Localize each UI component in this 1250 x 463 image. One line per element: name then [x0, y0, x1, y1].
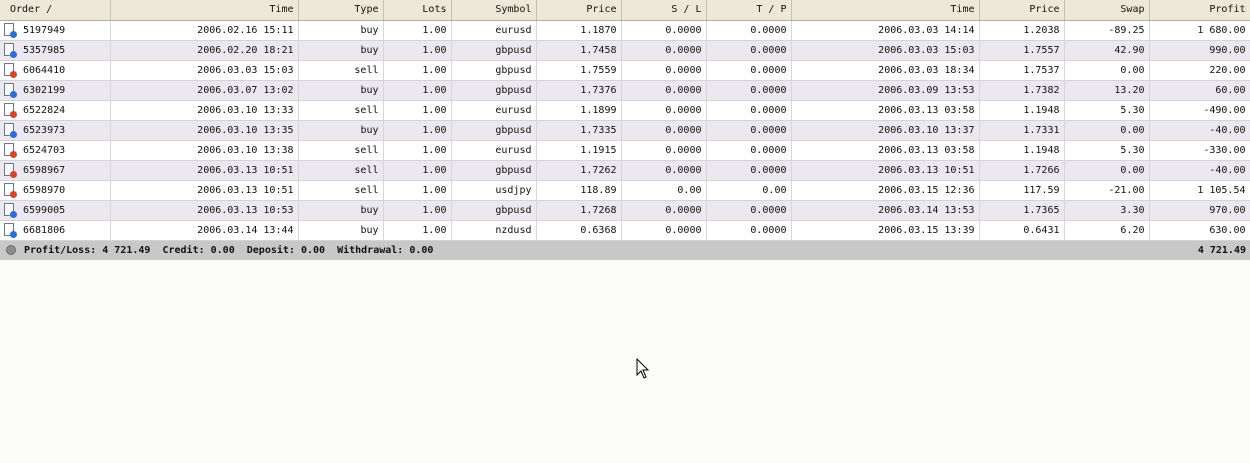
cell-sl: 0.0000 — [621, 40, 706, 60]
cell-lots: 1.00 — [383, 160, 451, 180]
cell-close-price: 1.7537 — [979, 60, 1064, 80]
cell-tp: 0.00 — [706, 180, 791, 200]
order-number: 5197949 — [23, 25, 66, 36]
cell-swap: 6.20 — [1064, 220, 1149, 240]
cell-open-time: 2006.03.10 13:33 — [110, 100, 298, 120]
cell-symbol: gbpusd — [451, 200, 536, 220]
cell-profit: 970.00 — [1149, 200, 1250, 220]
order-number: 6302199 — [23, 85, 66, 96]
cell-close-time: 2006.03.10 13:37 — [791, 120, 979, 140]
cell-tp: 0.0000 — [706, 220, 791, 240]
cell-order — [0, 40, 110, 60]
cell-open-price: 118.89 — [536, 180, 621, 200]
buy-order-icon — [4, 203, 15, 217]
cell-open-time: 2006.03.14 13:44 — [110, 220, 298, 240]
cell-close-price: 1.7266 — [979, 160, 1064, 180]
cell-close-price: 1.7331 — [979, 120, 1064, 140]
sell-order-icon — [4, 163, 15, 177]
order-number: 6522824 — [23, 105, 66, 116]
cell-lots: 1.00 — [383, 180, 451, 200]
order-number: 6598967 — [23, 165, 66, 176]
cell-close-time: 2006.03.09 13:53 — [791, 80, 979, 100]
cell-open-time: 2006.03.03 15:03 — [110, 60, 298, 80]
table-row[interactable] — [0, 200, 1250, 220]
buy-order-icon — [4, 83, 15, 97]
cell-order — [0, 120, 110, 140]
mouse-cursor-icon — [636, 358, 650, 380]
table-row[interactable] — [0, 20, 1250, 40]
cell-open-price: 1.1899 — [536, 100, 621, 120]
cell-profit: 220.00 — [1149, 60, 1250, 80]
cell-sl: 0.00 — [621, 180, 706, 200]
cell-lots: 1.00 — [383, 100, 451, 120]
table-row[interactable] — [0, 100, 1250, 120]
cell-close-price: 1.1948 — [979, 140, 1064, 160]
summary-status-icon — [6, 245, 16, 255]
cell-close-time: 2006.03.15 12:36 — [791, 180, 979, 200]
col-header-type[interactable]: Type — [298, 0, 383, 20]
sell-order-icon — [4, 183, 15, 197]
cell-order — [0, 160, 110, 180]
cell-close-time: 2006.03.14 13:53 — [791, 200, 979, 220]
table-row[interactable] — [0, 80, 1250, 100]
order-number: 6681806 — [23, 225, 66, 236]
cell-tp: 0.0000 — [706, 20, 791, 40]
col-header-open-time[interactable]: Time — [110, 0, 298, 20]
cell-close-time: 2006.03.03 18:34 — [791, 60, 979, 80]
cell-tp: 0.0000 — [706, 100, 791, 120]
cell-lots: 1.00 — [383, 200, 451, 220]
cell-symbol: eurusd — [451, 140, 536, 160]
cell-lots: 1.00 — [383, 40, 451, 60]
cell-close-price: 0.6431 — [979, 220, 1064, 240]
col-header-close-price[interactable]: Price — [979, 0, 1064, 20]
cell-open-time: 2006.03.10 13:38 — [110, 140, 298, 160]
cell-swap: -21.00 — [1064, 180, 1149, 200]
cell-close-price: 1.7382 — [979, 80, 1064, 100]
cell-symbol: eurusd — [451, 20, 536, 40]
cell-close-price: 1.7365 — [979, 200, 1064, 220]
cell-symbol: gbpusd — [451, 60, 536, 80]
order-number: 6599005 — [23, 205, 66, 216]
cell-type: buy — [298, 40, 383, 60]
cell-open-price: 0.6368 — [536, 220, 621, 240]
cell-open-price: 1.7335 — [536, 120, 621, 140]
cell-tp: 0.0000 — [706, 120, 791, 140]
cell-profit: 630.00 — [1149, 220, 1250, 240]
cell-profit: 990.00 — [1149, 40, 1250, 60]
cell-order — [0, 140, 110, 160]
cell-open-price: 1.7262 — [536, 160, 621, 180]
order-number: 6524703 — [23, 145, 66, 156]
cell-symbol: nzdusd — [451, 220, 536, 240]
cell-profit: -40.00 — [1149, 120, 1250, 140]
order-number: 6523973 — [23, 125, 66, 136]
cell-open-price: 1.7559 — [536, 60, 621, 80]
summary-text: Profit/Loss: 4 721.49 Credit: 0.00 Deposit: 0.00 Withdrawal: 0.00 — [24, 244, 434, 256]
cell-close-price: 117.59 — [979, 180, 1064, 200]
table-row[interactable] — [0, 220, 1250, 240]
cell-open-time: 2006.03.13 10:53 — [110, 200, 298, 220]
cell-open-price: 1.7376 — [536, 80, 621, 100]
cell-profit: -490.00 — [1149, 100, 1250, 120]
cell-lots: 1.00 — [383, 80, 451, 100]
buy-order-icon — [4, 23, 15, 37]
table-body — [0, 20, 1250, 240]
cell-sl: 0.0000 — [621, 220, 706, 240]
cell-lots: 1.00 — [383, 20, 451, 40]
col-header-profit[interactable]: Profit — [1149, 0, 1250, 20]
col-header-symbol[interactable]: Symbol — [451, 0, 536, 20]
order-number: 6064410 — [23, 65, 66, 76]
cell-close-time: 2006.03.13 03:58 — [791, 140, 979, 160]
cell-open-time: 2006.03.07 13:02 — [110, 80, 298, 100]
cell-swap: 3.30 — [1064, 200, 1149, 220]
cell-type: buy — [298, 20, 383, 40]
sell-order-icon — [4, 143, 15, 157]
cell-lots: 1.00 — [383, 120, 451, 140]
cell-symbol: gbpusd — [451, 40, 536, 60]
table-row[interactable] — [0, 60, 1250, 80]
cell-close-price: 1.1948 — [979, 100, 1064, 120]
cell-sl: 0.0000 — [621, 160, 706, 180]
cell-order — [0, 80, 110, 100]
cell-order — [0, 20, 110, 40]
sell-order-icon — [4, 63, 15, 77]
cell-type: sell — [298, 140, 383, 160]
cell-close-time: 2006.03.15 13:39 — [791, 220, 979, 240]
col-header-swap[interactable]: Swap — [1064, 0, 1149, 20]
table-row[interactable] — [0, 140, 1250, 160]
cell-close-time: 2006.03.03 14:14 — [791, 20, 979, 40]
cell-open-time: 2006.03.13 10:51 — [110, 180, 298, 200]
table-row[interactable] — [0, 180, 1250, 200]
cell-order — [0, 200, 110, 220]
cell-tp: 0.0000 — [706, 80, 791, 100]
order-number: 6598970 — [23, 185, 66, 196]
cell-close-time: 2006.03.03 15:03 — [791, 40, 979, 60]
cell-type: buy — [298, 220, 383, 240]
cell-swap: 0.00 — [1064, 120, 1149, 140]
cell-tp: 0.0000 — [706, 40, 791, 60]
cell-sl: 0.0000 — [621, 100, 706, 120]
cell-swap: 0.00 — [1064, 160, 1149, 180]
summary-text-cell — [0, 240, 1149, 260]
cell-type: sell — [298, 100, 383, 120]
cell-sl: 0.0000 — [621, 200, 706, 220]
cell-sl: 0.0000 — [621, 120, 706, 140]
order-number: 5357985 — [23, 45, 66, 56]
cell-swap: 13.20 — [1064, 80, 1149, 100]
col-header-sl[interactable]: S / L — [621, 0, 706, 20]
cell-profit: 60.00 — [1149, 80, 1250, 100]
cell-swap: 5.30 — [1064, 140, 1149, 160]
col-header-lots[interactable]: Lots — [383, 0, 451, 20]
col-header-tp[interactable]: T / P — [706, 0, 791, 20]
summary-row — [0, 240, 1250, 260]
cell-swap: 5.30 — [1064, 100, 1149, 120]
cell-swap: 42.90 — [1064, 40, 1149, 60]
cell-close-price: 1.7557 — [979, 40, 1064, 60]
table-row[interactable] — [0, 40, 1250, 60]
cell-symbol: usdjpy — [451, 180, 536, 200]
cell-order — [0, 100, 110, 120]
cell-type: sell — [298, 180, 383, 200]
cell-profit: 1 105.54 — [1149, 180, 1250, 200]
header-row — [0, 0, 1250, 20]
cell-type: sell — [298, 60, 383, 80]
cell-sl: 0.0000 — [621, 80, 706, 100]
summary-total: 4 721.49 — [1149, 240, 1250, 260]
col-header-order[interactable]: Order / — [0, 0, 110, 20]
cell-tp: 0.0000 — [706, 160, 791, 180]
col-header-open-price[interactable]: Price — [536, 0, 621, 20]
cell-lots: 1.00 — [383, 60, 451, 80]
cell-symbol: eurusd — [451, 100, 536, 120]
cell-type: buy — [298, 120, 383, 140]
table-row[interactable] — [0, 120, 1250, 140]
cell-open-time: 2006.03.13 10:51 — [110, 160, 298, 180]
cell-open-price: 1.7268 — [536, 200, 621, 220]
cell-swap: 0.00 — [1064, 60, 1149, 80]
buy-order-icon — [4, 223, 15, 237]
cell-order — [0, 60, 110, 80]
cell-sl: 0.0000 — [621, 140, 706, 160]
cell-symbol: gbpusd — [451, 80, 536, 100]
cell-symbol: gbpusd — [451, 120, 536, 140]
sell-order-icon — [4, 103, 15, 117]
cell-lots: 1.00 — [383, 140, 451, 160]
table-row[interactable] — [0, 160, 1250, 180]
cell-symbol: gbpusd — [451, 160, 536, 180]
buy-order-icon — [4, 43, 15, 57]
cell-type: buy — [298, 200, 383, 220]
cell-open-time: 2006.02.20 18:21 — [110, 40, 298, 60]
cell-sl: 0.0000 — [621, 60, 706, 80]
cell-profit: 1 680.00 — [1149, 20, 1250, 40]
buy-order-icon — [4, 123, 15, 137]
cell-type: sell — [298, 160, 383, 180]
cell-profit: -330.00 — [1149, 140, 1250, 160]
cell-sl: 0.0000 — [621, 20, 706, 40]
cell-open-time: 2006.03.10 13:35 — [110, 120, 298, 140]
cell-close-time: 2006.03.13 10:51 — [791, 160, 979, 180]
cell-order — [0, 220, 110, 240]
cell-profit: -40.00 — [1149, 160, 1250, 180]
cell-close-price: 1.2038 — [979, 20, 1064, 40]
cell-type: buy — [298, 80, 383, 100]
cell-close-time: 2006.03.13 03:58 — [791, 100, 979, 120]
cell-order — [0, 180, 110, 200]
cell-tp: 0.0000 — [706, 200, 791, 220]
cell-open-price: 1.1915 — [536, 140, 621, 160]
cell-open-time: 2006.02.16 15:11 — [110, 20, 298, 40]
cell-open-price: 1.7458 — [536, 40, 621, 60]
cell-lots: 1.00 — [383, 220, 451, 240]
cell-open-price: 1.1870 — [536, 20, 621, 40]
col-header-close-time[interactable]: Time — [791, 0, 979, 20]
cell-tp: 0.0000 — [706, 140, 791, 160]
cell-swap: -89.25 — [1064, 20, 1149, 40]
cell-tp: 0.0000 — [706, 60, 791, 80]
